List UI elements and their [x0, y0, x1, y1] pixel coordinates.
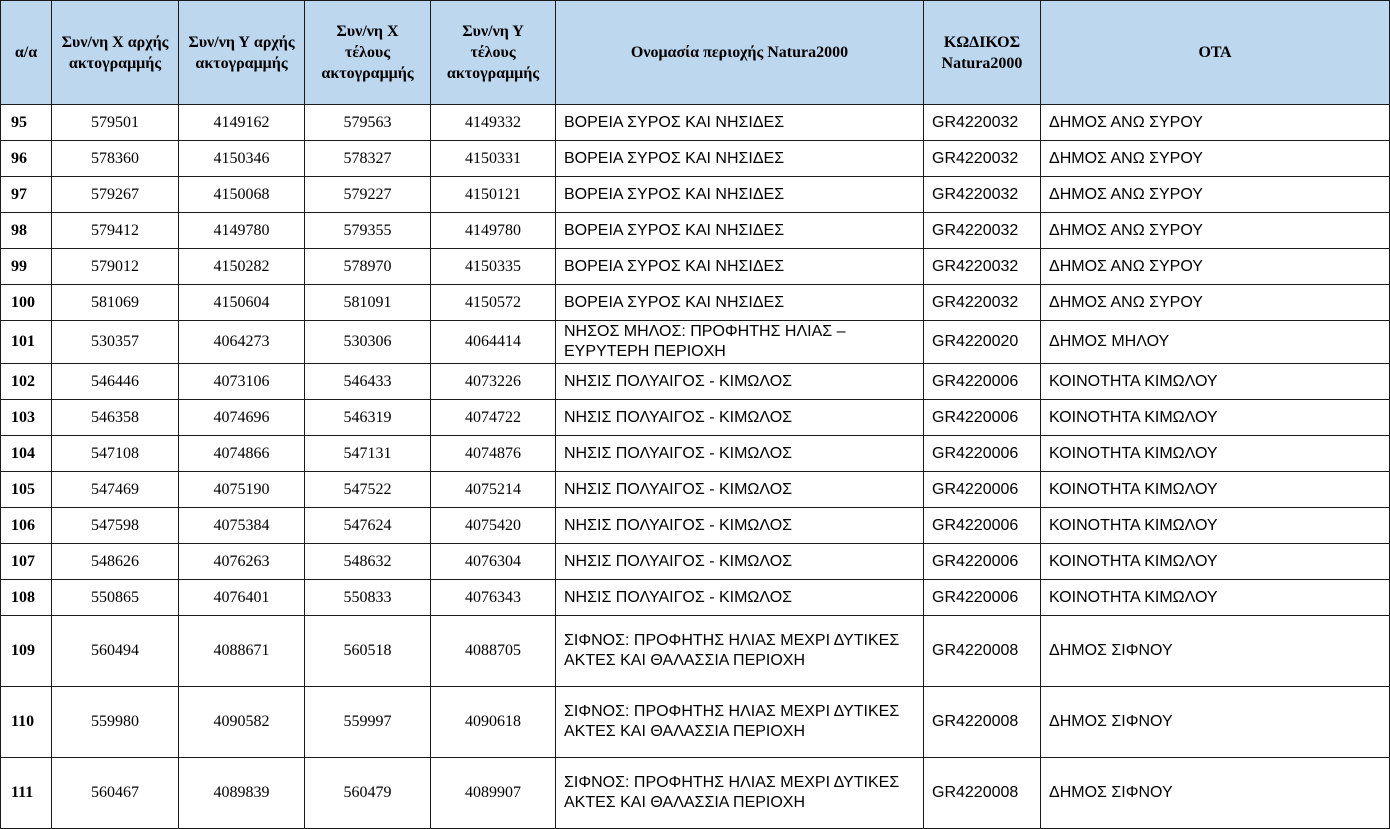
cell-y-start: 4076401: [179, 580, 305, 616]
cell-natura-name: ΣΙΦΝΟΣ: ΠΡΟΦΗΤΗΣ ΗΛΙΑΣ ΜΕΧΡΙ ΔΥΤΙΚΕΣ ΑΚΤΕΣ ΚΑΙ ΘΑΛΑΣΣΙΑ ΠΕΡΙΟΧΗ: [556, 687, 924, 758]
cell-x-start: 547598: [52, 508, 179, 544]
cell-natura-name: ΝΗΣΙΣ ΠΟΛΥΑΙΓΟΣ - ΚΙΜΩΛΟΣ: [556, 400, 924, 436]
cell-natura-name: ΣΙΦΝΟΣ: ΠΡΟΦΗΤΗΣ ΗΛΙΑΣ ΜΕΧΡΙ ΔΥΤΙΚΕΣ ΑΚΤΕΣ ΚΑΙ ΘΑΛΑΣΣΙΑ ΠΕΡΙΟΧΗ: [556, 616, 924, 687]
cell-ota: ΚΟΙΝΟΤΗΤΑ ΚΙΜΩΛΟΥ: [1041, 436, 1390, 472]
header-natura-name: Ονομασία περιοχής Natura2000: [556, 1, 924, 105]
cell-natura-name: ΝΗΣΙΣ ΠΟΛΥΑΙΓΟΣ - ΚΙΜΩΛΟΣ: [556, 436, 924, 472]
cell-y-end: 4149780: [431, 213, 556, 249]
cell-x-end: 546433: [305, 364, 431, 400]
cell-x-end: 581091: [305, 285, 431, 321]
cell-x-start: 579501: [52, 105, 179, 141]
header-x-end: Συν/νη Χ τέλους ακτογραμμής: [305, 1, 431, 105]
cell-ota: ΔΗΜΟΣ ΣΙΦΝΟΥ: [1041, 687, 1390, 758]
cell-x-start: 547108: [52, 436, 179, 472]
table-row: [1, 105, 1390, 141]
cell-aa: 95: [1, 105, 52, 141]
cell-natura-code: GR4220032: [924, 285, 1041, 321]
cell-y-start: 4150346: [179, 141, 305, 177]
table-row: [1, 758, 1390, 829]
cell-y-start: 4089839: [179, 758, 305, 829]
table-row: [1, 472, 1390, 508]
cell-x-start: 581069: [52, 285, 179, 321]
cell-aa: 103: [1, 400, 52, 436]
cell-aa: 97: [1, 177, 52, 213]
cell-natura-code: GR4220006: [924, 580, 1041, 616]
cell-y-end: 4150572: [431, 285, 556, 321]
cell-x-start: 530357: [52, 321, 179, 364]
header-y-end: Συν/νη Υ τέλους ακτογραμμής: [431, 1, 556, 105]
cell-x-start: 559980: [52, 687, 179, 758]
cell-y-start: 4150604: [179, 285, 305, 321]
cell-y-end: 4149332: [431, 105, 556, 141]
cell-natura-name: ΒΟΡΕΙΑ ΣΥΡΟΣ ΚΑΙ ΝΗΣΙΔΕΣ: [556, 105, 924, 141]
cell-x-start: 547469: [52, 472, 179, 508]
cell-x-end: 548632: [305, 544, 431, 580]
cell-aa: 101: [1, 321, 52, 364]
cell-natura-name: ΝΗΣΙΣ ΠΟΛΥΑΙΓΟΣ - ΚΙΜΩΛΟΣ: [556, 544, 924, 580]
table-row: [1, 616, 1390, 687]
cell-natura-code: GR4220008: [924, 687, 1041, 758]
cell-y-end: 4090618: [431, 687, 556, 758]
cell-y-start: 4075384: [179, 508, 305, 544]
cell-y-end: 4089907: [431, 758, 556, 829]
cell-natura-code: GR4220006: [924, 364, 1041, 400]
cell-aa: 98: [1, 213, 52, 249]
cell-x-start: 546446: [52, 364, 179, 400]
cell-y-end: 4075420: [431, 508, 556, 544]
cell-natura-code: GR4220006: [924, 544, 1041, 580]
cell-x-end: 530306: [305, 321, 431, 364]
cell-x-end: 578327: [305, 141, 431, 177]
header-aa: α/α: [1, 1, 52, 105]
cell-y-start: 4150068: [179, 177, 305, 213]
cell-ota: ΚΟΙΝΟΤΗΤΑ ΚΙΜΩΛΟΥ: [1041, 508, 1390, 544]
cell-natura-name: ΝΗΣΙΣ ΠΟΛΥΑΙΓΟΣ - ΚΙΜΩΛΟΣ: [556, 508, 924, 544]
cell-x-start: 548626: [52, 544, 179, 580]
cell-aa: 110: [1, 687, 52, 758]
cell-y-end: 4074876: [431, 436, 556, 472]
table-row: [1, 285, 1390, 321]
cell-x-end: 559997: [305, 687, 431, 758]
cell-x-end: 560518: [305, 616, 431, 687]
table-row: [1, 580, 1390, 616]
table-row: [1, 687, 1390, 758]
cell-x-end: 579355: [305, 213, 431, 249]
cell-natura-name: ΝΗΣΙΣ ΠΟΛΥΑΙΓΟΣ - ΚΙΜΩΛΟΣ: [556, 580, 924, 616]
cell-natura-name: ΒΟΡΕΙΑ ΣΥΡΟΣ ΚΑΙ ΝΗΣΙΔΕΣ: [556, 213, 924, 249]
cell-aa: 111: [1, 758, 52, 829]
cell-natura-name: ΣΙΦΝΟΣ: ΠΡΟΦΗΤΗΣ ΗΛΙΑΣ ΜΕΧΡΙ ΔΥΤΙΚΕΣ ΑΚΤΕΣ ΚΑΙ ΘΑΛΑΣΣΙΑ ΠΕΡΙΟΧΗ: [556, 758, 924, 829]
header-y-start: Συν/νη Υ αρχής ακτογραμμής: [179, 1, 305, 105]
cell-ota: ΔΗΜΟΣ ΣΙΦΝΟΥ: [1041, 758, 1390, 829]
cell-natura-code: GR4220008: [924, 758, 1041, 829]
cell-x-end: 578970: [305, 249, 431, 285]
cell-x-start: 546358: [52, 400, 179, 436]
cell-aa: 107: [1, 544, 52, 580]
cell-x-start: 579412: [52, 213, 179, 249]
cell-natura-code: GR4220006: [924, 508, 1041, 544]
cell-aa: 105: [1, 472, 52, 508]
cell-ota: ΚΟΙΝΟΤΗΤΑ ΚΙΜΩΛΟΥ: [1041, 580, 1390, 616]
cell-x-end: 579227: [305, 177, 431, 213]
cell-ota: ΔΗΜΟΣ ΜΗΛΟΥ: [1041, 321, 1390, 364]
cell-y-start: 4064273: [179, 321, 305, 364]
cell-ota: ΔΗΜΟΣ ΑΝΩ ΣΥΡΟΥ: [1041, 249, 1390, 285]
cell-aa: 99: [1, 249, 52, 285]
table-row: [1, 544, 1390, 580]
cell-y-start: 4073106: [179, 364, 305, 400]
cell-ota: ΚΟΙΝΟΤΗΤΑ ΚΙΜΩΛΟΥ: [1041, 472, 1390, 508]
cell-aa: 100: [1, 285, 52, 321]
cell-x-start: 579267: [52, 177, 179, 213]
table-row: [1, 321, 1390, 364]
cell-aa: 106: [1, 508, 52, 544]
cell-natura-code: GR4220032: [924, 177, 1041, 213]
cell-y-end: 4073226: [431, 364, 556, 400]
cell-natura-code: GR4220008: [924, 616, 1041, 687]
table-row: [1, 436, 1390, 472]
cell-ota: ΔΗΜΟΣ ΑΝΩ ΣΥΡΟΥ: [1041, 177, 1390, 213]
cell-y-end: 4076304: [431, 544, 556, 580]
header-ota: ΟΤΑ: [1041, 1, 1390, 105]
cell-aa: 109: [1, 616, 52, 687]
cell-y-start: 4088671: [179, 616, 305, 687]
cell-natura-code: GR4220006: [924, 400, 1041, 436]
cell-ota: ΔΗΜΟΣ ΑΝΩ ΣΥΡΟΥ: [1041, 285, 1390, 321]
cell-y-end: 4076343: [431, 580, 556, 616]
cell-natura-name: ΝΗΣΟΣ ΜΗΛΟΣ: ΠΡΟΦΗΤΗΣ ΗΛΙΑΣ – ΕΥΡΥΤΕΡΗ ΠΕΡΙΟΧΗ: [556, 321, 924, 364]
cell-y-start: 4149780: [179, 213, 305, 249]
cell-aa: 104: [1, 436, 52, 472]
table-row: [1, 177, 1390, 213]
header-natura-code: ΚΩΔΙΚΟΣ Natura2000: [924, 1, 1041, 105]
cell-ota: ΔΗΜΟΣ ΑΝΩ ΣΥΡΟΥ: [1041, 213, 1390, 249]
table-body: [1, 105, 1390, 829]
cell-natura-name: ΒΟΡΕΙΑ ΣΥΡΟΣ ΚΑΙ ΝΗΣΙΔΕΣ: [556, 141, 924, 177]
cell-y-start: 4074696: [179, 400, 305, 436]
cell-natura-code: GR4220032: [924, 105, 1041, 141]
cell-y-start: 4090582: [179, 687, 305, 758]
cell-x-end: 547624: [305, 508, 431, 544]
cell-natura-code: GR4220006: [924, 472, 1041, 508]
cell-ota: ΔΗΜΟΣ ΑΝΩ ΣΥΡΟΥ: [1041, 141, 1390, 177]
cell-aa: 108: [1, 580, 52, 616]
cell-ota: ΚΟΙΝΟΤΗΤΑ ΚΙΜΩΛΟΥ: [1041, 400, 1390, 436]
cell-y-end: 4074722: [431, 400, 556, 436]
cell-x-start: 579012: [52, 249, 179, 285]
table-row: [1, 508, 1390, 544]
cell-aa: 102: [1, 364, 52, 400]
cell-y-end: 4075214: [431, 472, 556, 508]
cell-y-start: 4074866: [179, 436, 305, 472]
cell-ota: ΔΗΜΟΣ ΣΙΦΝΟΥ: [1041, 616, 1390, 687]
cell-y-end: 4150121: [431, 177, 556, 213]
cell-natura-code: GR4220032: [924, 213, 1041, 249]
cell-y-end: 4088705: [431, 616, 556, 687]
cell-natura-code: GR4220032: [924, 141, 1041, 177]
cell-natura-name: ΝΗΣΙΣ ΠΟΛΥΑΙΓΟΣ - ΚΙΜΩΛΟΣ: [556, 472, 924, 508]
cell-aa: 96: [1, 141, 52, 177]
table-row: [1, 213, 1390, 249]
cell-x-start: 578360: [52, 141, 179, 177]
cell-y-start: 4076263: [179, 544, 305, 580]
cell-x-end: 560479: [305, 758, 431, 829]
cell-natura-name: ΒΟΡΕΙΑ ΣΥΡΟΣ ΚΑΙ ΝΗΣΙΔΕΣ: [556, 249, 924, 285]
cell-x-end: 547522: [305, 472, 431, 508]
cell-y-end: 4150331: [431, 141, 556, 177]
cell-natura-name: ΝΗΣΙΣ ΠΟΛΥΑΙΓΟΣ - ΚΙΜΩΛΟΣ: [556, 364, 924, 400]
cell-natura-code: GR4220006: [924, 436, 1041, 472]
cell-y-end: 4150335: [431, 249, 556, 285]
cell-ota: ΚΟΙΝΟΤΗΤΑ ΚΙΜΩΛΟΥ: [1041, 364, 1390, 400]
table-row: [1, 364, 1390, 400]
cell-x-start: 560494: [52, 616, 179, 687]
table-row: [1, 400, 1390, 436]
table-row: [1, 249, 1390, 285]
cell-x-end: 547131: [305, 436, 431, 472]
cell-natura-name: ΒΟΡΕΙΑ ΣΥΡΟΣ ΚΑΙ ΝΗΣΙΔΕΣ: [556, 285, 924, 321]
cell-natura-code: GR4220020: [924, 321, 1041, 364]
cell-y-end: 4064414: [431, 321, 556, 364]
cell-x-start: 560467: [52, 758, 179, 829]
cell-natura-name: ΒΟΡΕΙΑ ΣΥΡΟΣ ΚΑΙ ΝΗΣΙΔΕΣ: [556, 177, 924, 213]
header-x-start: Συν/νη Χ αρχής ακτογραμμής: [52, 1, 179, 105]
cell-x-end: 579563: [305, 105, 431, 141]
table-row: [1, 141, 1390, 177]
cell-natura-code: GR4220032: [924, 249, 1041, 285]
cell-x-start: 550865: [52, 580, 179, 616]
cell-y-start: 4149162: [179, 105, 305, 141]
header-row: [1, 1, 1390, 105]
cell-x-end: 546319: [305, 400, 431, 436]
cell-x-end: 550833: [305, 580, 431, 616]
cell-y-start: 4150282: [179, 249, 305, 285]
cell-ota: ΚΟΙΝΟΤΗΤΑ ΚΙΜΩΛΟΥ: [1041, 544, 1390, 580]
cell-y-start: 4075190: [179, 472, 305, 508]
cell-ota: ΔΗΜΟΣ ΑΝΩ ΣΥΡΟΥ: [1041, 105, 1390, 141]
